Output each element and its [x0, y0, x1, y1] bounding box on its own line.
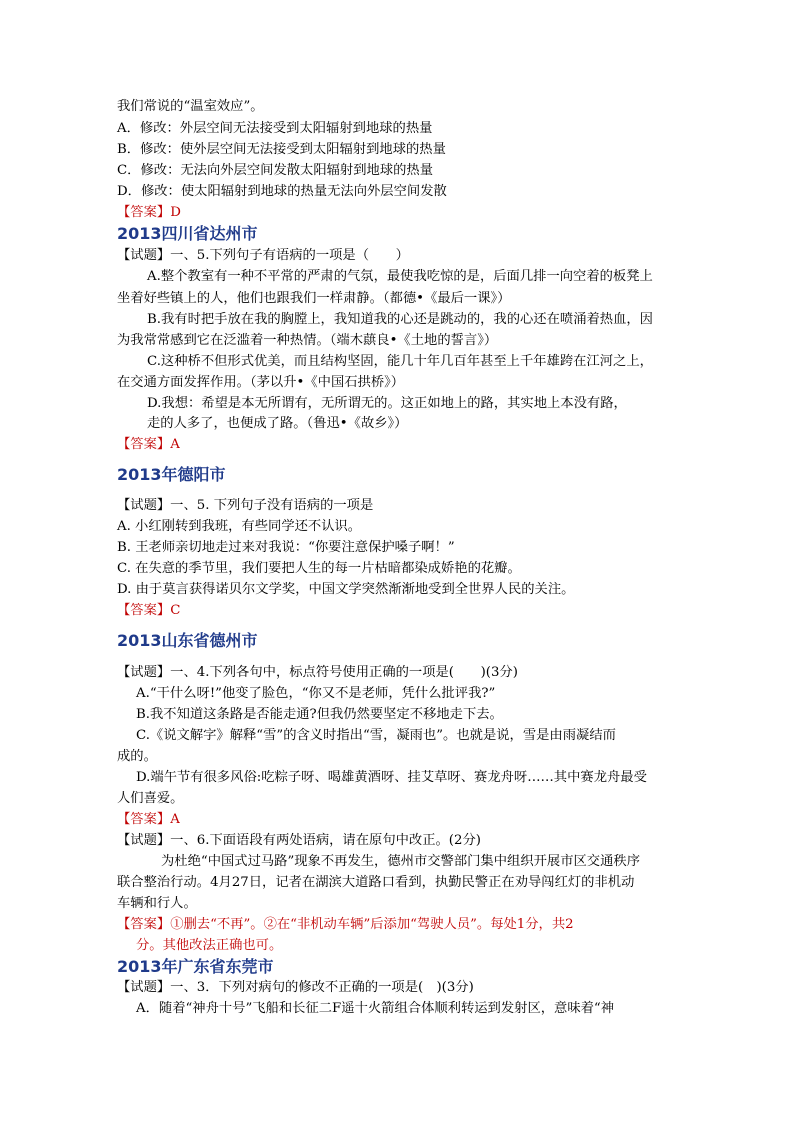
text-line: 坐着好些镇上的人，他们也跟我们一样肃静。（都德•《最后一课》）: [117, 291, 511, 306]
option-b: B.我不知道这条路是否能走通?但我仍然要坚定不移地走下去。: [136, 707, 503, 722]
option-c: C．修改：无法向外层空间发散太阳辐射到地球的热量: [117, 163, 434, 178]
paragraph-line: 车辆和行人。: [117, 896, 197, 911]
option-a: A.“干什么呀!”他变了脸色，“你又不是老师，凭什么批评我?”: [136, 686, 496, 701]
option-a: A．随着“神舟十号”飞船和长征二F遥十火箭组合体顺利转运到发射区，意味着“神: [136, 1001, 615, 1016]
option-a: A.整个教室有一种不平常的严肃的气氛，最使我吃惊的是，后面几排一向空着的板凳上: [147, 269, 653, 284]
option-a: A．修改：外层空间无法接受到太阳辐射到地球的热量: [117, 121, 433, 136]
answer-line: [117, 436, 180, 454]
section-heading: 2013年德阳市: [117, 465, 226, 484]
answer-label: 【答案】: [117, 917, 171, 932]
answer-label: 【答案】: [117, 437, 171, 452]
text-line: 为我常常感到它在泛滥着一种热情。（端木蕻良•《土地的誓言》）: [117, 333, 498, 348]
answer-value: D: [170, 205, 181, 220]
answer-value: A: [170, 812, 180, 827]
question-line: 【试题】一、6.下面语段有两处语病，请在原句中改正。(2分): [117, 833, 481, 848]
answer-value: C: [170, 603, 181, 618]
answer-label: 【答案】: [117, 812, 171, 827]
answer-label: 【答案】: [117, 205, 171, 220]
answer-continuation: 分。其他改法正确也可。: [136, 938, 283, 953]
answer-line: [117, 204, 181, 222]
option-c: C.《说文解字》解释“雪”的含义时指出“雪，凝雨也”。也就是说，雪是由雨凝结而: [136, 728, 616, 743]
section-heading: 2013山东省德州市: [117, 631, 258, 650]
option-c: C.这种桥不但形式优美，而且结构坚固，能几十年几百年甚至上千年雄跨在江河之上，: [147, 354, 653, 369]
option-d: D. 由于莫言获得诺贝尔文学奖，中国文学突然渐渐地受到全世界人民的关注。: [117, 582, 575, 597]
question-line: 【试题】一、5.下列句子有语病的一项是（ ）: [117, 248, 409, 263]
answer-label: 【答案】: [117, 603, 171, 618]
option-d: D．修改：使太阳辐射到地球的热量无法向外层空间发散: [117, 184, 447, 199]
text-line: 在交通方面发挥作用。（茅以升•《中国石拱桥》）: [117, 375, 405, 390]
section-heading: 2013年广东省东莞市: [117, 957, 274, 976]
paragraph-line: 联合整治行动。4月27日，记者在湖滨大道路口看到，执勤民警正在劝导闯红灯的非机动: [117, 875, 635, 890]
answer-line: [117, 602, 180, 620]
question-line: 【试题】一、4.下列各句中，标点符号使用正确的一项是( )(3分): [117, 665, 518, 680]
answer-line: [117, 916, 574, 934]
question-line: 【试题】一、5. 下列句子没有语病的一项是: [117, 498, 374, 513]
text-line: 我们常说的“温室效应”。: [117, 99, 264, 114]
answer-line: [117, 811, 180, 829]
option-d: D.端午节有很多风俗:吃粽子呀、喝雄黄酒呀、挂艾草呀、赛龙舟呀……其中赛龙舟最受: [136, 770, 647, 785]
text-line: 人们喜爱。: [117, 791, 184, 806]
section-heading: 2013四川省达州市: [117, 224, 258, 243]
option-b: B. 王老师亲切地走过来对我说：“你要注意保护嗓子啊！”: [117, 540, 455, 555]
option-b: B．修改：使外层空间无法接受到太阳辐射到地球的热量: [117, 142, 446, 157]
question-line: 【试题】一、3．下列对病句的修改不正确的一项是( )(3分): [117, 980, 474, 995]
option-b: B.我有时把手放在我的胸膛上，我知道我的心还是跳动的，我的心还在喷涌着热血，因: [147, 312, 653, 327]
option-c: C. 在失意的季节里，我们要把人生的每一片枯暗都染成娇艳的花瓣。: [117, 561, 521, 576]
option-a: A. 小红刚转到我班，有些同学还不认识。: [117, 519, 362, 534]
answer-value: ①删去“不再”。②在“非机动车辆”后添加“驾驶人员”。每处1分，共2: [170, 917, 574, 932]
option-d: D.我想：希望是本无所谓有，无所谓无的。这正如地上的路，其实地上本没有路，: [147, 396, 627, 411]
paragraph-line: 为杜绝“中国式过马路”现象不再发生，德州市交警部门集中组织开展市区交通秩序: [161, 854, 640, 869]
text-line: 走的人多了，也便成了路。（鲁迅•《故乡》）: [147, 416, 408, 431]
answer-value: A: [170, 437, 180, 452]
text-line: 成的。: [117, 749, 157, 764]
